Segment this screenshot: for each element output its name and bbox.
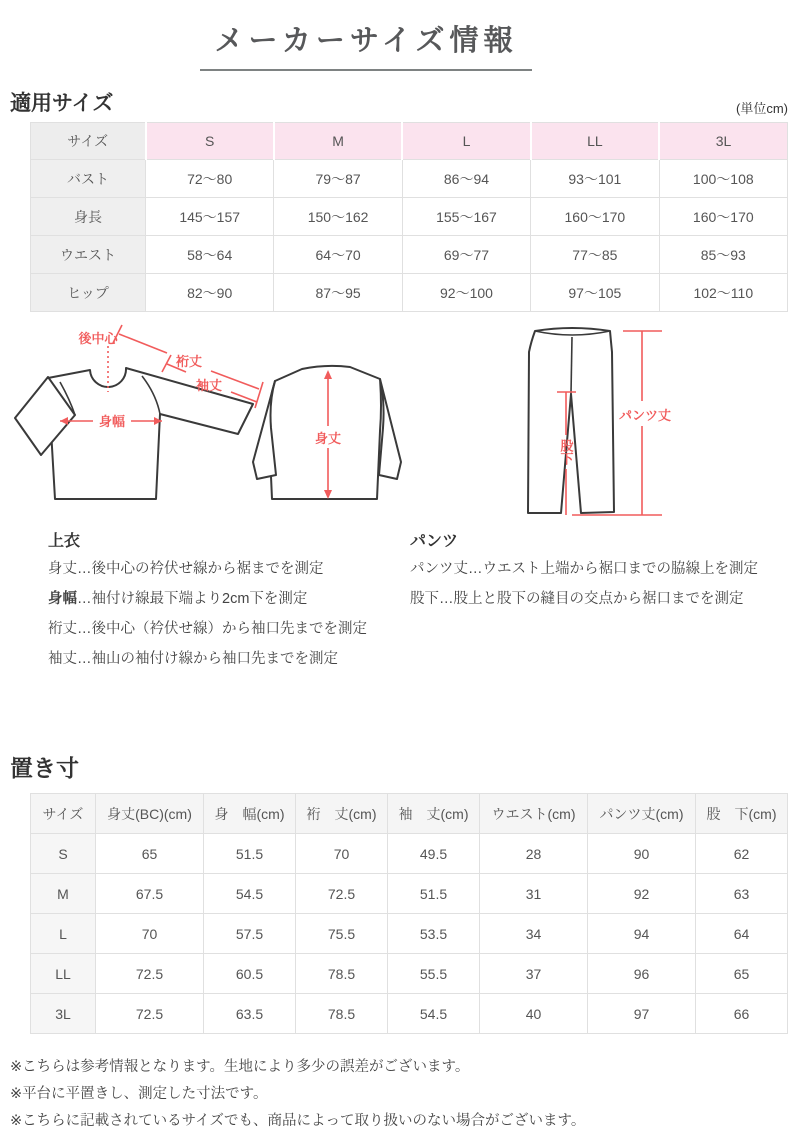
cell: 78.5: [296, 954, 388, 994]
top-garment-notes: [48, 530, 410, 674]
column-header: L: [402, 123, 530, 160]
column-header: 袖 丈(cm): [388, 794, 480, 834]
table-row: [31, 834, 788, 874]
cell: 94: [588, 914, 696, 954]
pants-center-seam: [571, 337, 572, 394]
header-row: [31, 794, 788, 834]
cell: 97〜105: [531, 274, 659, 312]
row-header: M: [31, 874, 96, 914]
cell: 72.5: [96, 954, 204, 994]
flat-measurements-heading: 置き寸: [10, 755, 79, 781]
cell: 77〜85: [531, 236, 659, 274]
cuff-end-tick: [255, 382, 263, 408]
cell: 40: [480, 994, 588, 1034]
cell: 93〜101: [531, 160, 659, 198]
cell: 49.5: [388, 834, 480, 874]
footnote: ※平台に平置きし、測定した寸法です。: [10, 1086, 268, 1102]
cell: 64〜70: [274, 236, 402, 274]
cell: 37: [480, 954, 588, 994]
cell: 60.5: [204, 954, 296, 994]
column-header: LL: [531, 123, 659, 160]
cell: 145〜157: [146, 198, 274, 236]
row-header: 3L: [31, 994, 96, 1034]
row-header: 身長: [31, 198, 146, 236]
title-row: [0, 14, 732, 71]
top-garment-heading: 上衣: [48, 533, 81, 550]
note-line: 股下…股上と股下の縫目の交点から裾口までを測定: [410, 591, 744, 607]
cell: 102〜110: [659, 274, 787, 312]
sleeve-start-tick: [162, 355, 171, 372]
measurement-explanations: [48, 530, 800, 674]
cell: 62: [696, 834, 788, 874]
applicable-sizes-heading-row: [10, 87, 788, 117]
shirt-back-right-sleeve: [379, 379, 401, 479]
cell: 97: [588, 994, 696, 1034]
cell: 67.5: [96, 874, 204, 914]
cell: 66: [696, 994, 788, 1034]
cell: 82〜90: [146, 274, 274, 312]
cell: 57.5: [204, 914, 296, 954]
column-header: 3L: [659, 123, 787, 160]
label-inseam: 股下: [558, 439, 574, 465]
cell: 53.5: [388, 914, 480, 954]
column-header: 股 下(cm): [696, 794, 788, 834]
yuki-line-1: [119, 334, 167, 353]
cell: 72.5: [96, 994, 204, 1034]
cell: 28: [480, 834, 588, 874]
row-header: バスト: [31, 160, 146, 198]
cell: 90: [588, 834, 696, 874]
label-back-center: 後中心: [78, 331, 118, 346]
note-line: 裄丈…後中心（衿伏せ線）から袖口先までを測定: [48, 621, 367, 637]
table-row: [31, 198, 788, 236]
column-header: M: [274, 123, 402, 160]
row-header: S: [31, 834, 96, 874]
cell: 31: [480, 874, 588, 914]
cell: 150〜162: [274, 198, 402, 236]
note-line: 袖丈…袖山の袖付け線から袖口先までを測定: [48, 651, 338, 667]
header-row: [31, 123, 788, 160]
cell: 72.5: [296, 874, 388, 914]
cell: 155〜167: [402, 198, 530, 236]
applicable-size-table: [30, 122, 788, 312]
cell: 65: [96, 834, 204, 874]
cell: 65: [696, 954, 788, 994]
measurement-diagram: [10, 316, 790, 522]
cell: 78.5: [296, 994, 388, 1034]
note-line: パンツ丈…ウエスト上端から裾口までの脇線上を測定: [410, 561, 758, 577]
table-row: [31, 874, 788, 914]
table-row: [31, 954, 788, 994]
cell: 92: [588, 874, 696, 914]
cell: 51.5: [388, 874, 480, 914]
table-row: [31, 160, 788, 198]
pants-notes: [410, 530, 800, 674]
column-header: 身丈(BC)(cm): [96, 794, 204, 834]
cell: 75.5: [296, 914, 388, 954]
label-body-width: 身幅: [98, 414, 126, 429]
pants-heading: パンツ: [410, 533, 459, 550]
label-sleeve-length: 袖丈: [195, 378, 223, 393]
column-header: 身 幅(cm): [204, 794, 296, 834]
note-line: 身幅…袖付け線最下端より2cm下を測定: [48, 591, 308, 607]
label-pants-length: パンツ丈: [618, 408, 672, 423]
table-row: [31, 236, 788, 274]
footnote: ※こちらは参考情報となります。生地により多少の誤差がございます。: [10, 1059, 470, 1075]
label-yuki-length: 裄丈: [175, 354, 203, 369]
cell: 55.5: [388, 954, 480, 994]
footnotes: [10, 1054, 800, 1135]
cell: 63: [696, 874, 788, 914]
cell: 86〜94: [402, 160, 530, 198]
shirt-back-diagram: [253, 366, 401, 499]
applicable-sizes-heading: 適用サイズ: [10, 92, 114, 115]
column-header: パンツ丈(cm): [588, 794, 696, 834]
cell: 70: [296, 834, 388, 874]
cell: 58〜64: [146, 236, 274, 274]
flat-measurement-table: [30, 793, 788, 1034]
cell: 160〜170: [659, 198, 787, 236]
cell: 70: [96, 914, 204, 954]
cell: 64: [696, 914, 788, 954]
table-row: [31, 914, 788, 954]
note-line: 身丈…後中心の衿伏せ線から裾までを測定: [48, 561, 324, 577]
unit-note: (単位cm): [736, 101, 788, 116]
cell: 54.5: [388, 994, 480, 1034]
row-header: ウエスト: [31, 236, 146, 274]
column-header: サイズ: [31, 123, 146, 160]
cell: 79〜87: [274, 160, 402, 198]
cell: 100〜108: [659, 160, 787, 198]
table-row: [31, 274, 788, 312]
cell: 96: [588, 954, 696, 994]
table-row: [31, 994, 788, 1034]
cell: 87〜95: [274, 274, 402, 312]
row-header: ヒップ: [31, 274, 146, 312]
label-body-length: 身丈: [314, 431, 342, 446]
cell: 34: [480, 914, 588, 954]
page-title: メーカーサイズ情報: [200, 14, 531, 71]
cell: 160〜170: [531, 198, 659, 236]
footnote: ※こちらに記載されているサイズでも、商品によって取り扱いのない場合がございます。: [10, 1113, 586, 1129]
cell: 54.5: [204, 874, 296, 914]
row-header: LL: [31, 954, 96, 994]
cell: 51.5: [204, 834, 296, 874]
cell: 72〜80: [146, 160, 274, 198]
column-header: S: [146, 123, 274, 160]
cell: 85〜93: [659, 236, 787, 274]
cell: 69〜77: [402, 236, 530, 274]
column-header: 裄 丈(cm): [296, 794, 388, 834]
shirt-front-diagram: [15, 325, 263, 499]
cell: 92〜100: [402, 274, 530, 312]
cell: 63.5: [204, 994, 296, 1034]
column-header: サイズ: [31, 794, 96, 834]
row-header: L: [31, 914, 96, 954]
pants-diagram: [528, 328, 671, 515]
column-header: ウエスト(cm): [480, 794, 588, 834]
